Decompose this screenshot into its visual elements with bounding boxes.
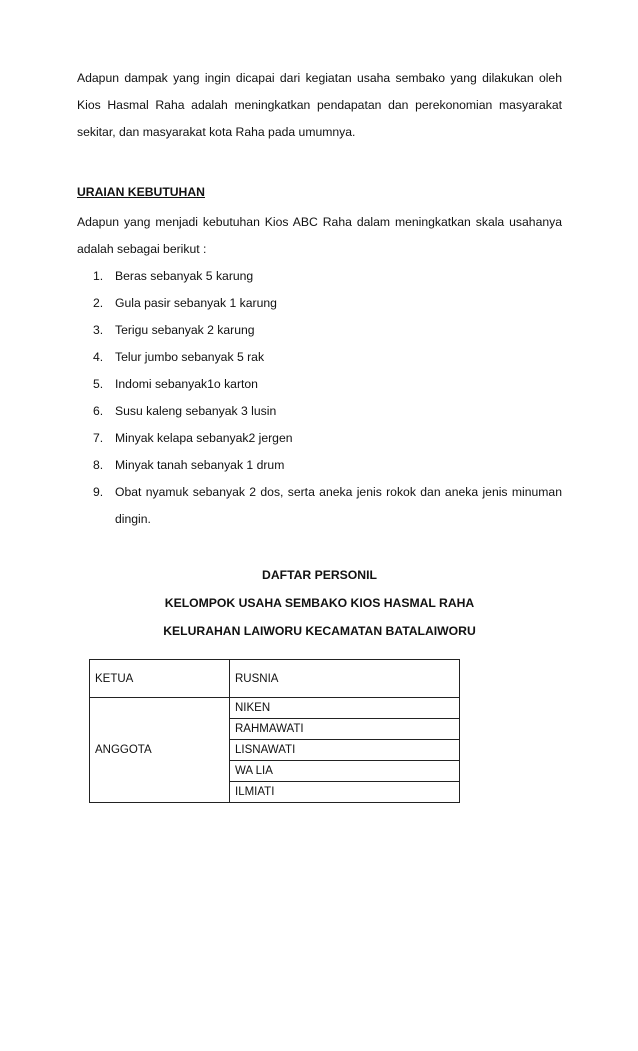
list-item: [77, 317, 562, 344]
list-item: [77, 263, 562, 290]
list-item-number: 2.: [93, 296, 104, 310]
leader-role-cell: KETUA: [90, 660, 230, 698]
member-name-cell: LISNAWATI: [230, 740, 460, 761]
needs-heading: URAIAN KEBUTUHAN: [77, 185, 205, 199]
list-item-number: 3.: [93, 323, 104, 337]
list-item-number: 5.: [93, 377, 104, 391]
personnel-group-name: KELOMPOK USAHA SEMBAKO KIOS HASMAL RAHA: [164, 596, 475, 610]
member-name-cell: WA LIA: [230, 761, 460, 782]
list-item-number: 4.: [93, 350, 104, 364]
list-item-number: 8.: [93, 458, 104, 472]
list-item-text: Terigu sebanyak 2 karung: [115, 323, 255, 337]
list-item: [77, 452, 562, 479]
member-name-cell: NIKEN: [230, 698, 460, 719]
list-item-text: Beras sebanyak 5 karung: [115, 269, 254, 283]
list-item-text: Obat nyamuk sebanyak 2 dos, serta aneka jenis rokok dan aneka jenis minuman dingin.: [115, 485, 562, 526]
list-item-number: 9.: [93, 485, 104, 499]
table-row: [90, 698, 460, 719]
personnel-title: DAFTAR PERSONIL: [262, 568, 377, 582]
list-item: [77, 371, 562, 398]
needs-list: [77, 263, 562, 533]
list-item: [77, 290, 562, 317]
list-item-text: Minyak kelapa sebanyak2 jergen: [115, 431, 293, 445]
member-role-cell: ANGGOTA: [90, 698, 230, 803]
member-name-cell: ILMIATI: [230, 782, 460, 803]
list-item-text: Indomi sebanyak1o karton: [115, 377, 258, 391]
leader-name-cell: RUSNIA: [230, 660, 460, 698]
intro-paragraph: Adapun dampak yang ingin dicapai dari kegiatan usaha sembako yang dilakukan oleh Kios Hasmal Raha adalah meningkatkan pendapatan dan perekonomian masyarakat sekitar, dan masyarakat kota Raha pada umumnya.: [77, 71, 562, 139]
table-row: [90, 660, 460, 698]
needs-paragraph: Adapun yang menjadi kebutuhan Kios ABC Raha dalam meningkatkan skala usahanya adalah sebagai berikut :: [77, 215, 562, 256]
list-item: [77, 398, 562, 425]
list-item-text: Minyak tanah sebanyak 1 drum: [115, 458, 285, 472]
list-item-number: 1.: [93, 269, 104, 283]
list-item: [77, 344, 562, 371]
list-item-text: Telur jumbo sebanyak 5 rak: [115, 350, 265, 364]
list-item-number: 7.: [93, 431, 104, 445]
list-item: [77, 479, 562, 533]
member-name-cell: RAHMAWATI: [230, 719, 460, 740]
list-item-text: Susu kaleng sebanyak 3 lusin: [115, 404, 277, 418]
list-item-number: 6.: [93, 404, 104, 418]
list-item: [77, 425, 562, 452]
list-item-text: Gula pasir sebanyak 1 karung: [115, 296, 277, 310]
personnel-location: KELURAHAN LAIWORU KECAMATAN BATALAIWORU: [163, 624, 476, 638]
personnel-table: [89, 659, 460, 803]
